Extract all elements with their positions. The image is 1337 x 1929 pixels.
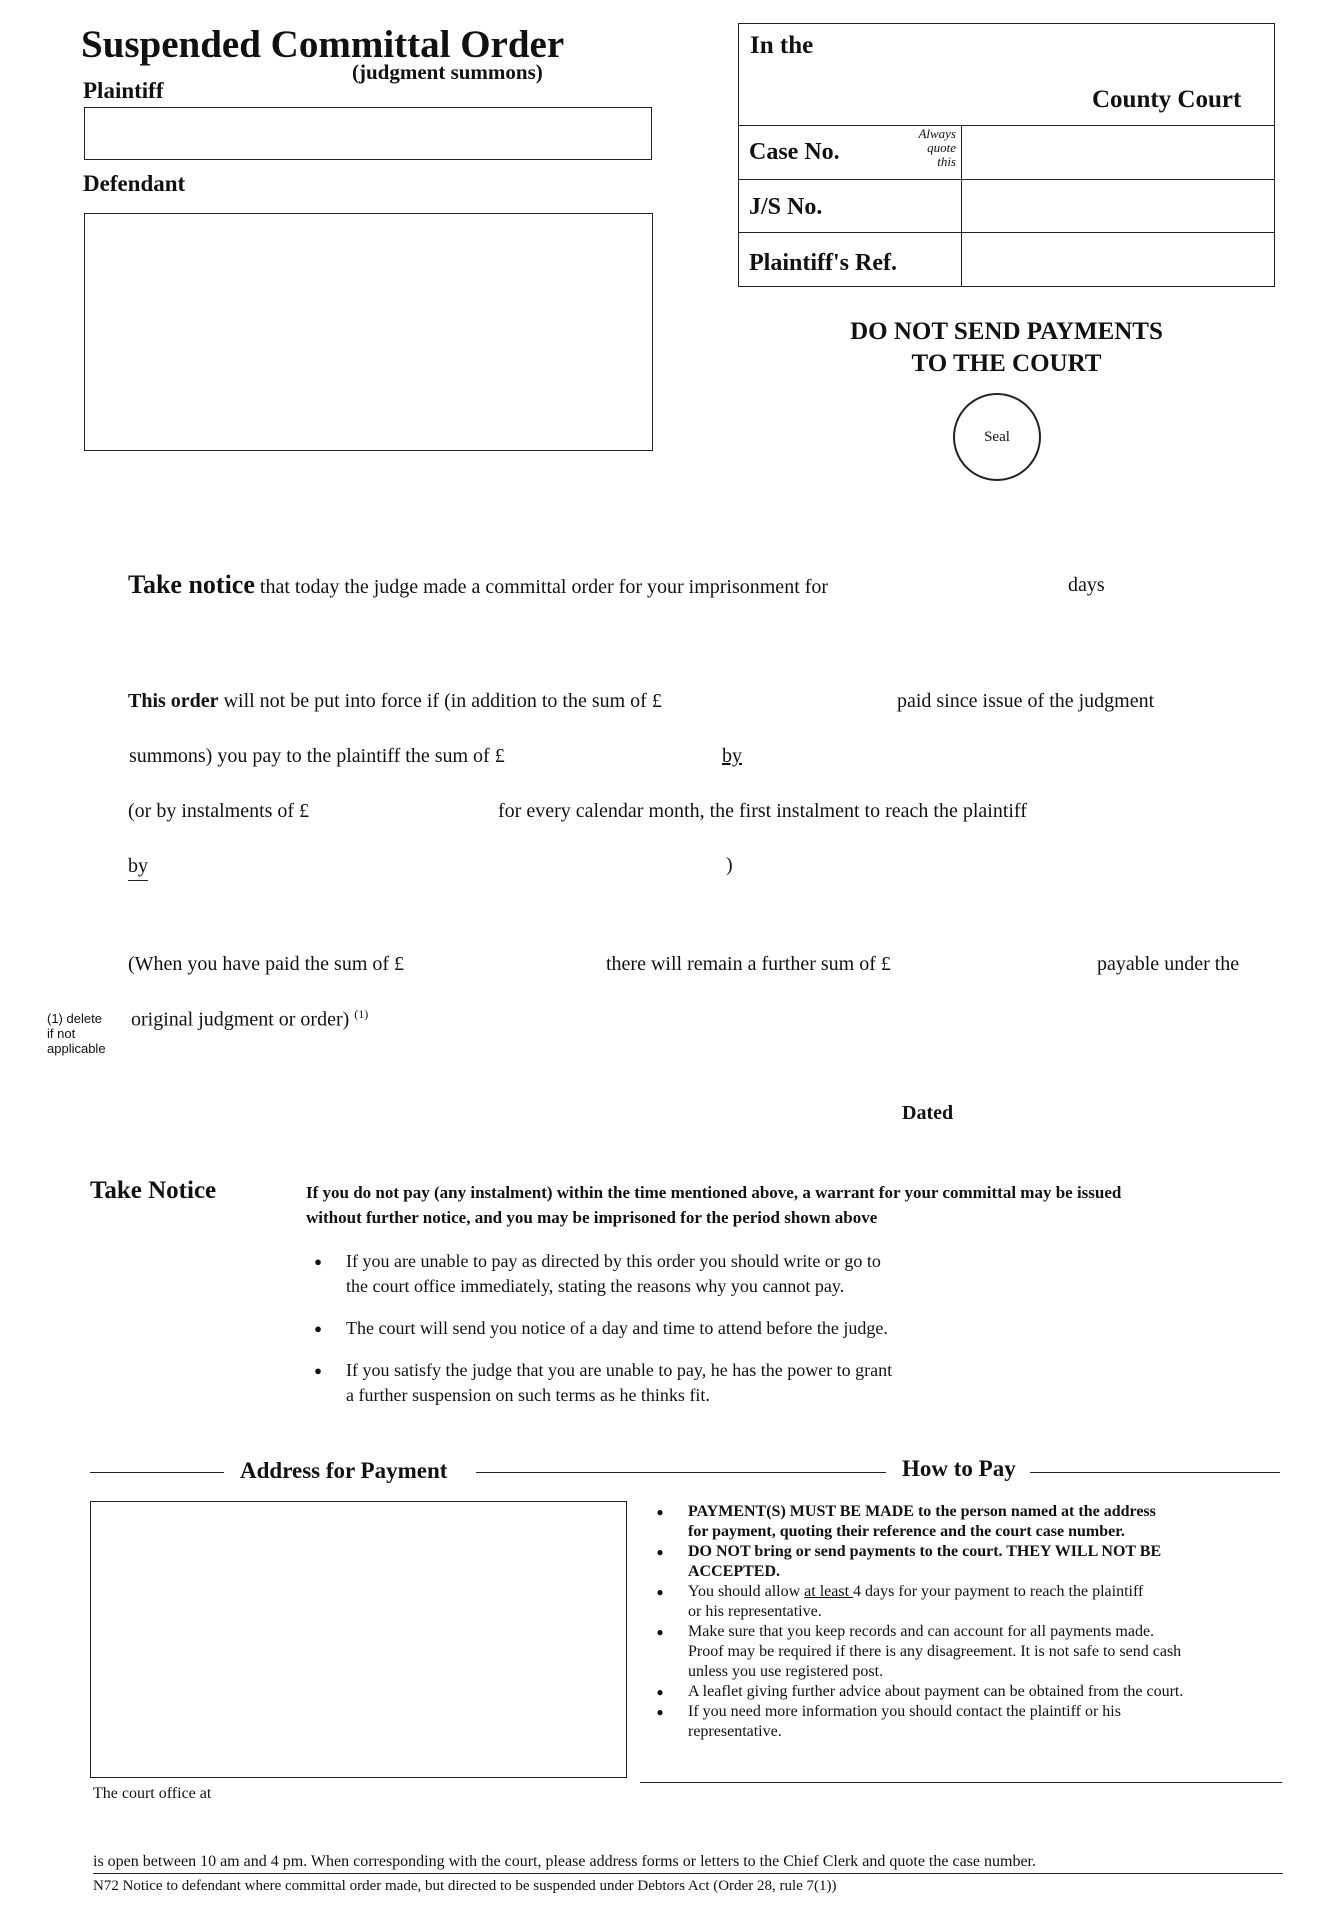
defendant-field[interactable] <box>84 213 653 451</box>
footer-rule-top <box>640 1782 1282 1783</box>
court-box-column-divider <box>961 125 962 287</box>
list-item <box>650 1502 1183 1542</box>
bullet-line: representative. <box>688 1723 782 1740</box>
bullet-line: PAYMENT(S) MUST BE MADE to the person named at the address <box>688 1503 1156 1520</box>
js-no-label: J/S No. <box>749 194 823 220</box>
by-label-1: by <box>722 745 742 767</box>
by-date-2-field[interactable] <box>165 855 715 879</box>
plaintiff-label: Plaintiff <box>83 78 164 103</box>
bullet-line: If you are unable to pay as directed by this order you should write or go to <box>346 1251 881 1271</box>
bullet-icon: ● <box>656 1685 664 1699</box>
by-label-2 <box>128 855 148 881</box>
dated-field[interactable] <box>975 1102 1265 1126</box>
original-judgment-line <box>131 1007 368 1032</box>
rule-right <box>1030 1472 1280 1473</box>
close-paren: ) <box>726 854 733 876</box>
open-hours-text: is open between 10 am and 4 pm. When corresponding with the court, please address forms or letters to the Chief Clerk and quote the case number. <box>93 1853 1036 1870</box>
always-quote-note <box>896 127 956 169</box>
plaintiff-field[interactable] <box>84 107 652 160</box>
margin-note-line: applicable <box>47 1041 106 1056</box>
bullet-line: Make sure that you keep records and can account for all payments made. <box>688 1623 1155 1640</box>
bullet-line: unless you use registered post. <box>688 1663 884 1680</box>
list-item <box>650 1542 1183 1582</box>
court-box-divider-3 <box>738 232 1275 233</box>
footnote-mark: (1) <box>354 1007 369 1021</box>
rule-left <box>90 1472 224 1473</box>
always-quote-line: this <box>937 154 956 169</box>
this-order-line <box>128 690 662 713</box>
no-payments-line-2: TO THE COURT <box>911 350 1102 377</box>
bullet-line: a further suspension on such terms as he thinks fit. <box>346 1385 710 1405</box>
bullet-line: the court office immediately, stating the reasons why you cannot pay. <box>346 1276 845 1296</box>
list-item <box>308 1316 892 1341</box>
take-notice-line <box>128 570 828 600</box>
list-item <box>650 1682 1183 1702</box>
summons-text: summons) you pay to the plaintiff the sum of £ <box>129 745 505 767</box>
days-to-reach-text: 4 days for your payment to reach the plaintiff <box>853 1583 1144 1600</box>
warning-line-1: If you do not pay (any instalment) within the time mentioned above, a warrant for your committal may be issued <box>306 1183 1122 1202</box>
court-seal <box>953 393 1041 481</box>
court-office-field[interactable] <box>93 1808 1273 1848</box>
list-item <box>650 1582 1183 1622</box>
list-item <box>308 1249 892 1299</box>
this-order-lead: This order <box>128 690 219 712</box>
when-paid-text: (When you have paid the sum of £ <box>128 953 405 975</box>
at-least-text: at least <box>804 1583 854 1600</box>
take-notice-text: that today the judge made a committal order for your imprisonment for <box>259 576 829 598</box>
list-item <box>308 1358 892 1408</box>
take-notice-heading: Take Notice <box>90 1177 217 1204</box>
how-to-pay-heading: How to Pay <box>902 1456 1016 1481</box>
days-label: days <box>1068 574 1105 596</box>
instalments-text: (or by instalments of £ <box>128 800 310 822</box>
in-the-label: In the <box>750 32 814 59</box>
bullet-line: DO NOT bring or send payments to the court. THEY WILL NOT BE <box>688 1543 1162 1560</box>
address-heading: Address for Payment <box>240 1458 448 1483</box>
always-quote-line: Always <box>918 126 956 141</box>
warning-line-2: without further notice, and you may be imprisoned for the period shown above <box>306 1208 878 1227</box>
paid-since-text: paid since issue of the judgment <box>897 690 1155 712</box>
calendar-text: for every calendar month, the first instalment to reach the plaintiff <box>498 800 1027 822</box>
no-payments-line-1: DO NOT SEND PAYMENTS <box>850 318 1163 345</box>
bullet-line: If you need more information you should contact the plaintiff or his <box>688 1703 1121 1720</box>
take-notice-lead: Take notice <box>128 570 255 599</box>
form-title: Suspended Committal Order <box>81 23 565 66</box>
form-id: N72 <box>93 1878 119 1894</box>
defendant-label: Defendant <box>83 171 186 196</box>
bullet-line <box>688 1582 1183 1602</box>
bullet-line: If you satisfy the judge that you are unable to pay, he has the power to grant <box>346 1360 893 1380</box>
margin-note <box>47 1011 106 1056</box>
bullet-line: or his representative. <box>688 1603 822 1620</box>
address-for-payment-field[interactable] <box>90 1501 627 1778</box>
margin-note-line: (1) delete <box>47 1011 102 1026</box>
county-court-label: County Court <box>1092 86 1242 113</box>
bullet-line: for payment, quoting their reference and the court case number. <box>688 1523 1125 1540</box>
bullet-icon: ● <box>656 1505 664 1519</box>
bullet-icon: ● <box>314 1254 322 1269</box>
how-to-pay-bullets <box>650 1502 1183 1742</box>
remain-text: there will remain a further sum of £ <box>606 953 891 975</box>
bullet-icon: ● <box>314 1321 322 1336</box>
take-notice-bullets <box>308 1249 892 1408</box>
bullet-line: Proof may be required if there is any disagreement. It is not safe to send cash <box>688 1643 1182 1660</box>
bullet-line: ACCEPTED. <box>688 1563 781 1580</box>
court-name-field[interactable] <box>860 34 1250 74</box>
court-box-divider-1 <box>738 125 1275 126</box>
allow-text: You should allow <box>688 1583 805 1600</box>
payable-text: payable under the <box>1097 953 1240 975</box>
bullet-icon: ● <box>656 1585 664 1599</box>
seal-label: Seal <box>984 428 1010 445</box>
form-subtitle: (judgment summons) <box>352 60 543 84</box>
case-no-label: Case No. <box>749 139 840 165</box>
original-text: original judgment or order) <box>131 1008 350 1031</box>
instalment-amount-field[interactable] <box>345 800 490 824</box>
js-no-field[interactable] <box>968 184 1268 228</box>
dated-label: Dated <box>902 1102 954 1124</box>
bullet-icon: ● <box>656 1705 664 1719</box>
bullet-icon: ● <box>656 1545 664 1559</box>
bullet-line: A leaflet giving further advice about payment can be obtained from the court. <box>688 1683 1184 1700</box>
plaintiff-ref-label: Plaintiff's Ref. <box>749 250 897 276</box>
when-paid-field[interactable] <box>445 953 600 977</box>
list-item <box>650 1622 1183 1682</box>
sum-paid-field[interactable] <box>740 690 890 714</box>
list-item <box>650 1702 1183 1742</box>
plaintiff-ref-field[interactable] <box>968 237 1268 281</box>
margin-note-line: if not <box>47 1026 76 1041</box>
case-no-field[interactable] <box>968 130 1268 174</box>
footer-rule-bottom <box>93 1873 1283 1874</box>
bullet-icon: ● <box>314 1363 322 1378</box>
by-date-1-field[interactable] <box>755 745 1055 769</box>
form-reference <box>93 1878 837 1895</box>
always-quote-line: quote <box>927 140 956 155</box>
rule-middle <box>476 1472 886 1473</box>
remain-field[interactable] <box>935 953 1090 977</box>
court-box-divider-2 <box>738 179 1275 180</box>
court-office-label: The court office at <box>93 1785 212 1802</box>
form-description: Notice to defendant where committal order made, but directed to be suspended under Debtors Act (Order 28, rule 7(1)) <box>122 1878 837 1894</box>
sum-to-pay-field[interactable] <box>566 745 716 769</box>
bullet-line: The court will send you notice of a day and time to attend before the judge. <box>346 1318 888 1338</box>
this-order-text: will not be put into force if (in addition to the sum of £ <box>223 690 662 712</box>
by-label-2-text: by <box>128 855 148 877</box>
bullet-icon: ● <box>656 1625 664 1639</box>
days-field[interactable] <box>920 574 1060 598</box>
